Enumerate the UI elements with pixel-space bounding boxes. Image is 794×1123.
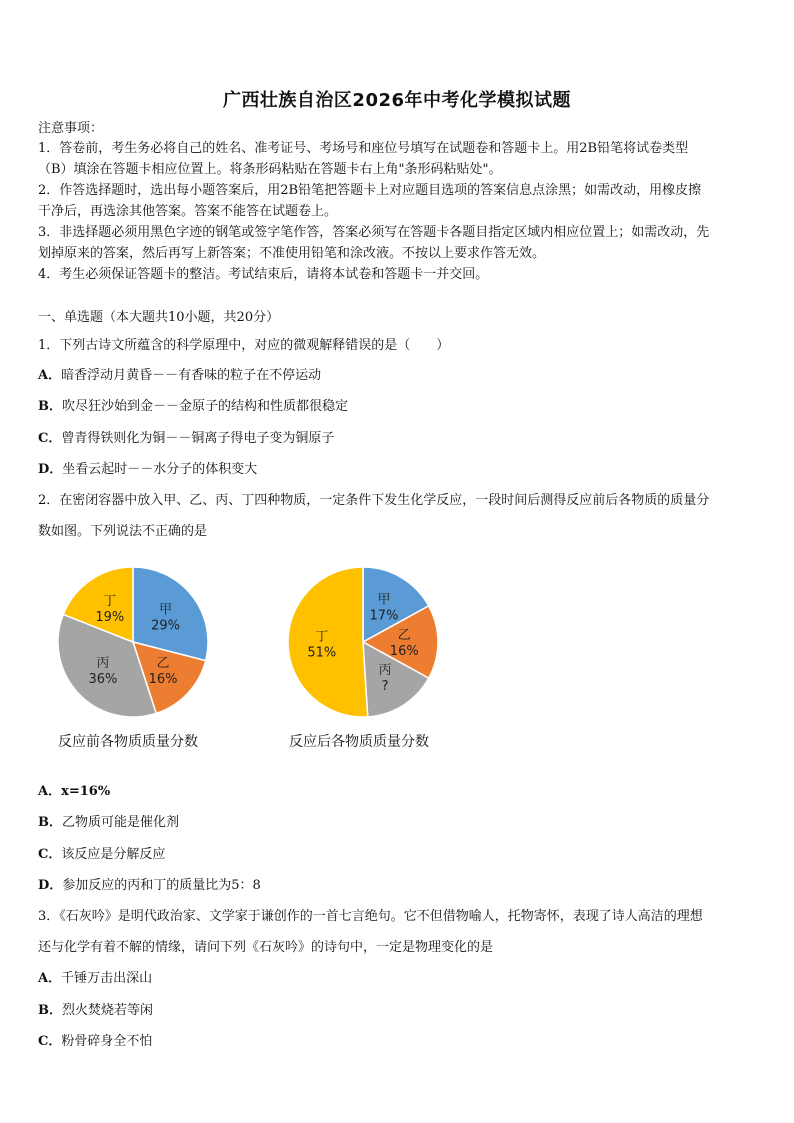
notice-line: 3．非选择题必须用黑色字迹的钢笔或签字笔作答，答案必须写在答题卡各题目指定区域内相应位置上；如需改动，先 (38, 225, 710, 240)
option-text: 粉骨碎身全不怕 (61, 1034, 153, 1049)
pie-slice-name: 甲 (159, 602, 173, 618)
option-letter: A． (38, 784, 62, 799)
option-letter: A． (38, 971, 62, 986)
pie-slice-name: 丁 (315, 629, 329, 645)
notice-line: （B）填涂在答题卡相应位置上。将条形码粘贴在答题卡右上角"条形码粘贴处"。 (38, 162, 502, 177)
option-text: 乙物质可能是催化剂 (62, 815, 180, 830)
option-letter: C． (38, 847, 62, 862)
question-3-option-c (38, 1030, 152, 1049)
notice-line: 2．作答选择题时，选出每小题答案后，用2B铅笔把答题卡上对应题目选项的答案信息点涂黑；如需改动，用橡皮擦 (38, 183, 702, 198)
chart-caption: 反应前各物质质量分数 (58, 734, 198, 750)
option-text: 烈火焚烧若等闲 (62, 1003, 154, 1018)
notice-line: 干净后，再选涂其他答案。答案不能答在试题卷上。 (38, 204, 338, 219)
option-letter: B． (38, 1003, 62, 1018)
pie-slice-label: 36% (88, 672, 118, 688)
chart-caption: 反应后各物质质量分数 (289, 734, 429, 750)
pie-slice-label: 29% (151, 618, 181, 634)
question-3-stem: 还与化学有着不解的情缘，请问下列《石灰吟》的诗句中，一定是物理变化的是 (38, 940, 494, 955)
option-letter: B． (38, 399, 62, 414)
option-letter: C． (38, 431, 62, 446)
option-text: 千锤万击出深山 (61, 971, 153, 986)
question-1-option-b (38, 395, 348, 414)
pie-chart-before (40, 555, 240, 755)
pie-slice-label: 17% (369, 608, 399, 624)
pie-slice-label: 19% (95, 609, 125, 625)
option-letter: A． (38, 368, 62, 383)
question-1-stem: 1．下列古诗文所蕴含的科学原理中，对应的微观解释错误的是（ ） (38, 338, 450, 353)
option-letter: D． (38, 878, 63, 893)
question-2-option-b (38, 811, 179, 830)
option-letter: D． (38, 462, 63, 477)
pie-slice-label: 51% (307, 645, 337, 661)
option-text: 曾青得铁则化为铜－－铜离子得电子变为铜原子 (61, 431, 335, 446)
option-text: 坐看云起时－－水分子的体积变大 (62, 462, 258, 477)
pie-slice-label: 16% (148, 672, 178, 688)
question-3-option-a (38, 967, 152, 986)
question-1-option-c (38, 427, 334, 446)
section-heading: 一、单选题（本大题共10小题，共20分） (38, 310, 280, 325)
notice-line: 4．考生必须保证答题卡的整洁。考试结束后，请将本试卷和答题卡一并交回。 (38, 267, 489, 282)
notice-line: 划掉原来的答案，然后再写上新答案；不准使用铅笔和涂改液。不按以上要求作答无效。 (38, 246, 546, 261)
page-title: 广西壮族自治区2026年中考化学模拟试题 (222, 90, 572, 111)
option-text: 暗香浮动月黄昏－－有香味的粒子在不停运动 (61, 368, 322, 383)
question-1-option-d (38, 458, 257, 477)
question-2-option-c (38, 843, 165, 862)
question-2-stem: 数如图。下列说法不正确的是 (38, 524, 208, 539)
notice-heading: 注意事项： (38, 121, 104, 136)
pie-slice-name: 丁 (103, 593, 117, 609)
pie-slice-label: ? (381, 678, 389, 694)
question-2-option-d (38, 874, 261, 893)
notice-line: 1．答卷前，考生务必将自己的姓名、准考证号、考场号和座位号填写在试题卷和答题卡上。用2B铅笔将试卷类型 (38, 141, 689, 156)
question-3-stem: 3．《石灰吟》是明代政治家、文学家于谦创作的一首七言绝句。它不但借物喻人，托物寄怀，表现了诗人高洁的理想 (38, 909, 703, 924)
pie-slice-name: 甲 (377, 592, 391, 608)
question-1-option-a (38, 364, 321, 383)
option-text: 参加反应的丙和丁的质量比为5：8 (62, 878, 261, 893)
option-text: 吹尽狂沙始到金－－金原子的结构和性质都很稳定 (62, 399, 349, 414)
pie-slice-name: 乙 (397, 628, 411, 643)
question-3-option-b (38, 999, 153, 1018)
pie-chart-after (270, 555, 470, 755)
option-letter: B． (38, 815, 62, 830)
option-text: x=16% (61, 784, 111, 799)
pie-slice-label: 16% (389, 644, 419, 659)
option-letter: C． (38, 1034, 62, 1049)
question-2-stem: 2．在密闭容器中放入甲、乙、丙、丁四种物质，一定条件下发生化学反应，一段时间后测得反应前后各物质的质量分 (38, 493, 710, 508)
question-2-option-a (38, 780, 110, 799)
option-text: 该反应是分解反应 (61, 847, 166, 862)
pie-slice-name: 丙 (96, 656, 110, 672)
pie-slice-name: 丙 (378, 662, 392, 678)
pie-slice-name: 乙 (156, 656, 170, 672)
